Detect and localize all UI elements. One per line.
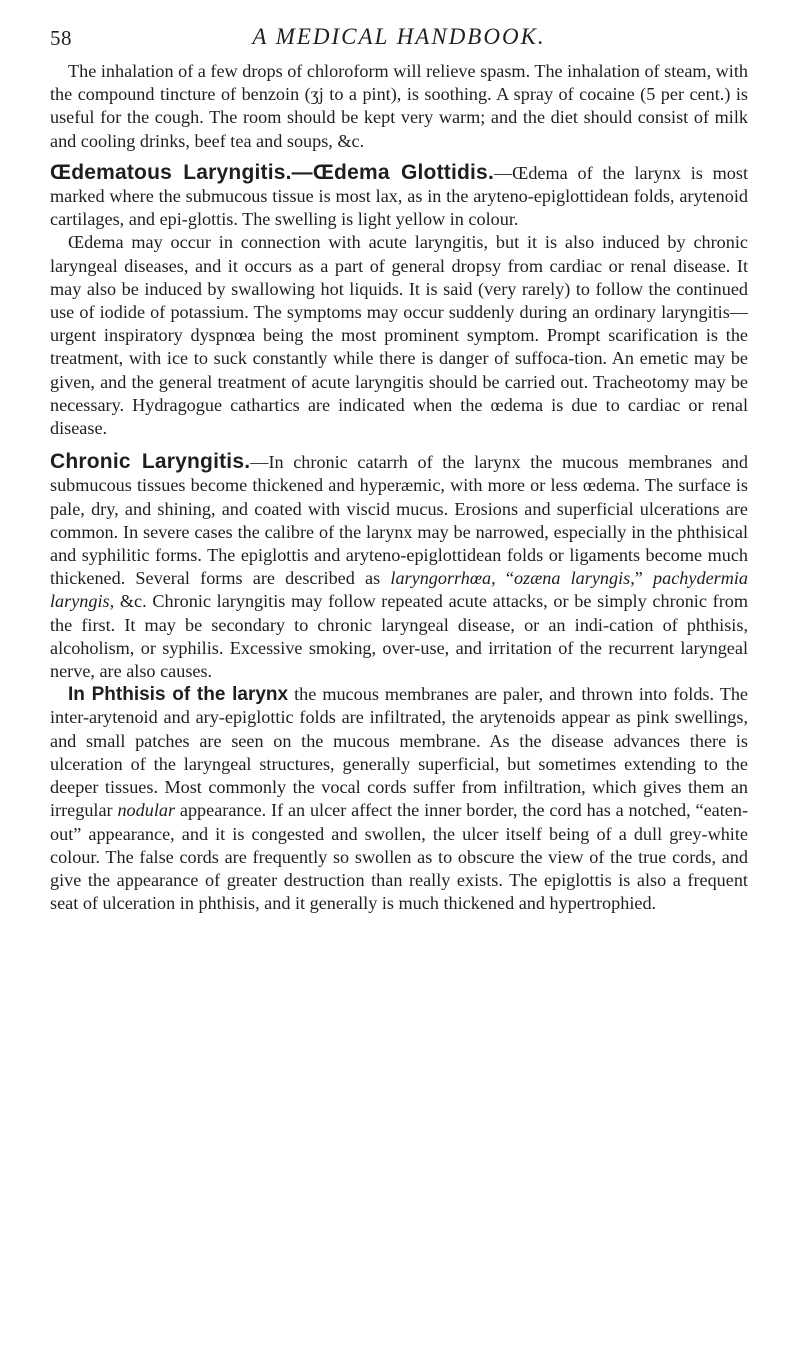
chronic-laryngitis-text-d: &c. Chronic laryngitis may follow repeated acute attacks, or be simply chronic from the first. It may be secondary to chronic laryngeal disease, or an indi-cation of phthisis, alcoholism, or syphilis. Excessive smoking, over-use, and irritation of the recurrent laryngeal nerve, are also causes. — [50, 591, 748, 682]
chronic-laryngitis-text-a: —In chronic catarrh of the larynx the mucous membranes and submucous tissues become thickened and hyperæmic, with more or less œdema. The surface is pale, dry, and shining, and coated with viscid mucus. Erosions and superficial ulcerations are common. In severe cases the calibre of the larynx may be narrowed, especially in the phthisical and syphilitic forms. The epiglottis and aryteno-epiglottidean folds or ligaments become much thickened. Several forms are described as — [50, 452, 748, 589]
italic-term-laryngorrhoea: laryngorrhœa, — [390, 568, 496, 589]
page-number: 58 — [50, 26, 72, 50]
paragraph-phthisis-of-larynx — [50, 683, 748, 915]
italic-term-nodular: nodular — [117, 800, 176, 821]
italic-term-pachydermia-laryngis: pachydermia laryngis, — [50, 568, 748, 612]
paragraph-oedema-causes: Œdema may occur in connection with acute laryngitis, but it is also induced by chronic laryngeal diseases, and it occurs as a part of general dropsy from cardiac or renal disease. It may also be induced by swallowing hot liquids. It is said (very rarely) to follow the continued use of iodide of potassium. The symptoms may occur suddenly during an ordinary laryngitis—urgent inspiratory dyspnœa being the most prominent symptom. Prompt scarification is the treatment, with ice to suck constantly while there is danger of suffoca-tion. An emetic may be given, and the general treatment of acute laryngitis should be carried out. Tracheotomy may be necessary. Hydragogue cathartics are indicated when the œdema is due to cardiac or renal disease. — [50, 232, 748, 439]
chronic-laryngitis-text-c: ” — [634, 568, 654, 589]
subheading-phthisis-of-larynx: In Phthisis of the larynx — [68, 684, 289, 706]
paragraph-chronic-laryngitis — [50, 450, 748, 683]
page-header — [50, 18, 748, 60]
oedematous-laryngitis-text: —Œdema of the larynx is most marked where the submucous tissue is most lax, as in the aryteno-epiglottidean folds, arytenoid cartilages, and epi-glottis. The swelling is light yellow in colour. — [50, 162, 748, 230]
phthisis-text-b: appearance. If an ulcer affect the inner border, the cord has a notched, “eaten-out” appearance, and it is congested and swollen, the ulcer itself being of a dull grey-white colour. The false cords are frequently so swollen as to obscure the view of the true cords, and give the appearance of greater destruction than really exists. The epiglottis is also a frequent seat of ulceration in phthisis, and it generally is much thickened and hypertrophied. — [50, 800, 748, 914]
section-heading-chronic-laryngitis: Chronic Laryngitis. — [50, 450, 251, 474]
italic-term-ozaena-laryngis: ozæna laryngis, — [513, 568, 635, 589]
section-heading-oedematous-laryngitis: Œdematous Laryngitis.—Œdema Glottidis. — [50, 160, 494, 184]
book-page — [50, 18, 748, 915]
paragraph-croup-treatment: The inhalation of a few drops of chloroform will relieve spasm. The inhalation of steam, with the compound tincture of benzoin (ʒj to a pint), is soothing. A spray of cocaine (5 per cent.) is useful for the cough. The room should be kept very warm; and the diet should consist of milk and cooling drinks, beef tea and soups, &c. — [50, 61, 748, 151]
paragraph-oedematous-laryngitis — [50, 161, 748, 232]
running-title: A MEDICAL HANDBOOK. — [252, 24, 546, 49]
phthisis-text-a: the mucous membranes are paler, and thrown into folds. The inter-arytenoid and ary-epiglottic folds are infiltrated, the arytenoids appear as pink swellings, and small patches are seen on the mucous membrane. As the disease advances there is ulceration of the laryngeal structures, generally superficial, but sometimes extending to the deeper tissues. Most commonly the vocal cords suffer from infiltration, which gives them an irregular — [50, 684, 748, 821]
chronic-laryngitis-text-b: “ — [495, 568, 514, 589]
body-text — [50, 60, 748, 915]
